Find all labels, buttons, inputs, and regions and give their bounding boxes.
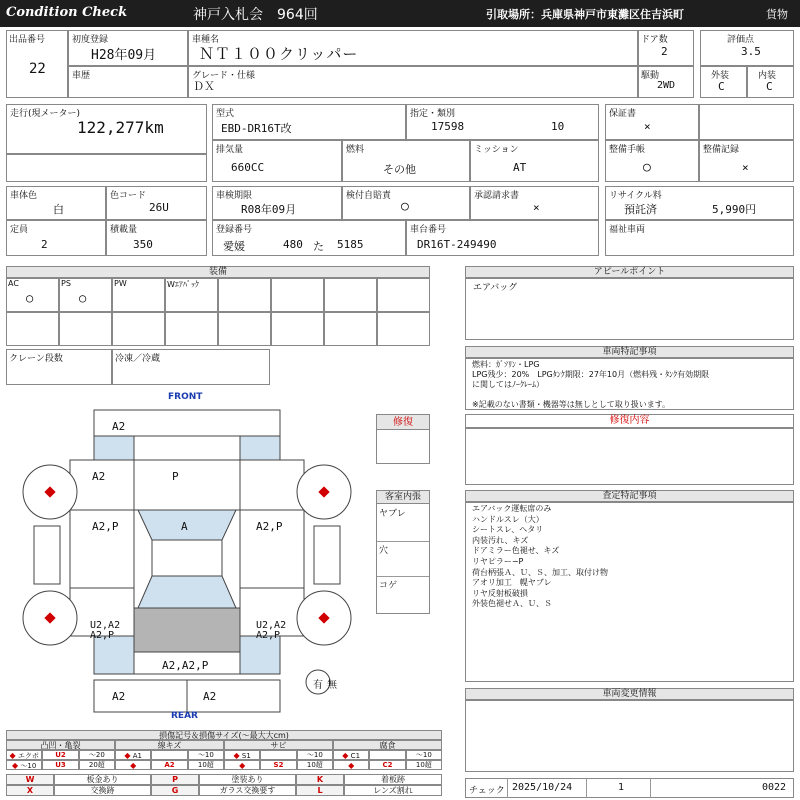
legend-cell: 10超 [406,760,442,770]
mileage-box [6,104,207,154]
inspection-label: 車検期限 [216,191,253,201]
left-mirror-panel [34,526,60,584]
legend-code: A2 [164,761,175,769]
equipment-cell [112,278,165,312]
legend-cell [333,760,369,770]
interior-value: C [766,80,773,93]
legend-key-desc: 塗装あり [199,774,296,785]
check-serial: 0022 [762,782,787,793]
rear-right-light [240,636,280,674]
recycle-box [605,186,794,220]
plate-label: 登録番号 [216,225,253,235]
score-label: 評価点 [727,35,755,45]
pickup-location: 引取場所：兵庫県神戸市東灘区住吉浜町 [486,8,684,21]
chassis-label: 車台番号 [410,225,447,235]
maint-record-value: × [742,161,749,174]
capacity-box [6,220,106,256]
rear-label: REAR [171,711,198,721]
legend-marker-icon: ◆ [12,761,19,770]
legend-group-name: 線キズ [115,740,224,750]
interior-div-2 [377,576,429,577]
equipment-cell [271,278,324,312]
legend-cell: 〜10 [297,750,333,760]
legend-key-desc: レンズ割れ [344,785,442,796]
front-bumper-damage: A2 [112,420,126,433]
drive-value: 2WD [657,80,676,91]
load-label: 積載量 [110,225,138,235]
appeal-text: エアバッグ [473,283,518,293]
manual-label: 整備手帳 [609,145,646,155]
body-color-value: 白 [53,203,64,216]
legend-marker-icon: ◆ [130,761,137,770]
left-fender-damage: A2 [92,470,106,483]
freezer-box [112,349,270,385]
left-quarter-damage: U2,A2 A2,P [90,620,121,641]
manual-box [605,140,699,182]
rear-right-damage: A2 [203,690,217,703]
equipment-cell [377,312,430,346]
legend-code: C2 [382,761,393,769]
fuel-box [342,140,470,182]
check-label: チェック [469,786,505,796]
interior-item-burn: コゲ [379,581,398,591]
bed-panel [134,608,240,652]
vehicle-category: 貨物 [766,8,788,21]
legend-group-name: 凸凹・亀裂 [6,740,115,750]
capacity-label: 定員 [10,225,29,235]
rear-left-damage: A2 [112,690,126,703]
legend-key-code: L [296,785,344,796]
windshield-damage: A [181,520,188,533]
legend-key-code: W [6,774,54,785]
approval-value: × [533,201,540,214]
equipment-cell [218,312,271,346]
brand-logo: Condition Check [6,5,128,20]
equipment-cell [271,312,324,346]
self-insp-value: ○ [401,199,409,214]
change-box [465,700,794,772]
interior-lining-title: 客室内張 [377,491,429,504]
model-value: EBD-DR16T改 [221,122,292,135]
repair-content-title: 修復内容 [609,415,650,426]
check-div-2 [586,778,587,798]
first-reg-value: H28年09月 [91,48,157,63]
model-box [212,104,406,140]
displacement-label: 排気量 [216,145,244,155]
legend-cell [115,760,151,770]
legend-cell: 10超 [297,760,333,770]
interior-lining-box [376,490,430,614]
grade-box [188,66,638,98]
rear-left-light [94,636,134,674]
inspection-box [212,186,342,220]
exterior-box [700,66,747,98]
legend-key-code: P [151,774,199,785]
legend-code: C1 [348,752,361,760]
doors-value: 2 [661,45,668,58]
name-label: 車種名 [192,35,220,45]
legend-marker-icon: ◆ [342,751,349,760]
legend-codes [6,774,442,796]
legend-key-desc: 板金あり [54,774,151,785]
welfare-box [605,220,794,256]
warranty-extra-box [699,104,794,140]
legend-cell [260,750,296,760]
interior-item-hole: 穴 [379,546,389,556]
color-code-value: 26U [149,201,169,214]
history-label: 車歴 [72,71,91,81]
right-fender [240,460,304,510]
self-insp-box [342,186,470,220]
doors-label: ドア数 [641,35,668,45]
legend-cell [151,750,187,760]
legend-cell: 10超 [188,760,224,770]
designation-box [406,104,599,140]
legend-marker-icon: ◆ [233,751,240,760]
equipment-name: PS [61,279,71,288]
front-label: FRONT [168,392,203,402]
score-value: 3.5 [741,45,761,58]
repair-content-box [465,428,794,485]
equipment-name: PW [114,279,127,288]
chassis-box [406,220,599,256]
recycle-status: 預託済 [624,203,657,216]
legend-cell [42,760,78,770]
crane-box [6,349,112,385]
equipment-cell [59,312,112,346]
legend-cell: 〜10 [188,750,224,760]
equipment-cell [165,278,218,312]
drive-label: 駆動 [641,71,660,81]
doors-box [638,30,694,66]
legend-marker-icon: ◆ [348,761,355,770]
legend-cell [42,750,78,760]
vehicle-name: ＮＴ１００クリッパー [199,45,359,63]
equipment-name: AC [8,279,19,288]
mileage-sub-box [6,154,207,182]
legend-table [6,740,442,770]
check-div-1 [507,778,508,798]
maint-record-label: 整備記録 [703,145,740,155]
warranty-box [605,104,699,140]
legend-marker-icon: ◆ [124,751,131,760]
legend-cell [115,750,151,760]
legend-code: U2 [55,751,66,759]
first-reg-label: 初度登録 [72,35,109,45]
title-bar [0,0,800,27]
legend-group-name: サビ [224,740,333,750]
tailgate-damage: A2,A2,P [162,659,209,672]
cab-roof [152,540,222,576]
first-reg-box [68,30,188,66]
assess-box [465,502,794,682]
recycle-fee: 5,990円 [712,203,757,216]
plate-area: 愛媛 [223,240,245,253]
designation-label: 指定・類別 [410,109,456,119]
classification-value: 10 [551,120,565,133]
left-fender [70,460,134,510]
equipment-cell [6,312,59,346]
legend-key-desc: 交換跡 [54,785,151,796]
left-door-damage: A2,P [92,520,119,533]
front-left-light [94,436,134,460]
legend-code: S1 [239,752,251,760]
mission-box [470,140,599,182]
lot-number: 22 [29,61,46,77]
legend-cell [224,750,260,760]
check-count: 1 [618,782,625,793]
right-quarter-damage: U2,A2 A2,P [256,620,287,641]
legend-cell: 〜20 [79,750,115,760]
interior-label: 内装 [758,71,777,81]
legend-key-desc: 着板跡 [344,774,442,785]
history-box [68,66,188,98]
plate-kana: た [313,240,324,253]
equipment-cell [324,312,377,346]
lot-box [6,30,68,98]
equipment-name: Wｴｱﾊﾞｯｸ [167,280,199,289]
special-notes: 燃料：ｶﾞｿﾘﾝ・LPG LPG残少：20% LPGﾀﾝｸ期限：27年10月（燃料残・ﾀﾝｸ有効期限 に関してはﾉｰｸﾚｰﾑ） ※記載のない書類・機器等は無しとして取り扱います。 [472,360,710,409]
right-door-damage: A2,P [256,520,283,533]
equipment-cell [377,278,430,312]
legend-cell [260,760,296,770]
exterior-label: 外装 [711,71,730,81]
warranty-label: 保証書 [609,109,637,119]
legend-code: S2 [273,761,284,769]
spare-tire-no: 無 [327,680,337,691]
check-date: 2025/10/24 [512,782,573,793]
equipment-status: ○ [26,291,34,305]
legend-marker-icon: ◆ [239,761,246,770]
plate-number: 5185 [337,238,364,251]
appeal-box [465,278,794,340]
interior-box [747,66,794,98]
color-code-box [106,186,207,220]
repair-mark-title: 修復 [377,415,429,430]
hood-panel [134,460,240,510]
freezer-label: 冷凍／冷蔵 [115,354,161,364]
appeal-header: アピールポイント [465,266,794,278]
interior-div-1 [377,541,429,542]
legend-code: A1 [130,752,142,760]
legend-cell [369,760,405,770]
color-code-label: 色コード [110,191,147,201]
mileage-value: 122,277km [77,118,164,137]
legend-key-desc: ガラス交換要す [199,785,296,796]
load-box [106,220,207,256]
mileage-label: 走行(現メーター) [10,109,81,119]
manual-value: ○ [643,160,651,175]
fuel-value: その他 [383,163,416,176]
legend-group-name: 腐食 [333,740,442,750]
equipment-grid [6,278,430,346]
equipment-cell [6,278,59,312]
damage-diagram [0,390,370,725]
legend-cell [6,760,42,770]
equipment-cell [112,312,165,346]
front-right-light [240,436,280,460]
score-box [700,30,794,66]
plate-box [212,220,406,256]
auction-name: 神戸入札会 964回 [193,7,318,23]
legend-key-code: X [6,785,54,796]
legend-cell: 20超 [79,760,115,770]
fuel-label: 燃料 [346,145,365,155]
welfare-label: 福祉車両 [609,225,646,235]
equipment-cell [324,278,377,312]
legend-cell [333,750,369,760]
check-box [465,778,794,798]
warranty-value: × [644,120,651,133]
equipment-status: ○ [79,291,87,305]
displacement-box [212,140,342,182]
legend-key-code: K [296,774,344,785]
body-color-label: 車体色 [10,191,38,201]
right-mirror-panel [314,526,340,584]
legend-marker-icon: ◆ [9,751,16,760]
approval-label: 承認請求書 [474,191,520,201]
grade-value: ＤＸ [193,80,215,93]
equipment-cell [165,312,218,346]
plate-class: 480 [283,238,303,251]
crane-label: クレーン段数 [9,354,63,364]
equipment-cell [218,278,271,312]
interior-item-tear: ヤブレ [379,509,406,519]
model-label: 型式 [216,109,235,119]
drive-box [638,66,694,98]
legend-header: 損傷記号＆損傷サイズ(〜最大大cm) [6,730,442,740]
name-box [188,30,638,66]
check-div-3 [650,778,651,798]
capacity-value: 2 [41,238,48,251]
recycle-label: リサイクル料 [609,191,662,201]
repair-mark-box [376,414,430,464]
displacement-value: 660CC [231,161,265,174]
load-value: 350 [133,238,153,251]
special-header: 車両特記事項 [465,346,794,358]
rear-glass [138,576,236,608]
legend-cell [369,750,405,760]
legend-code: エクボ [15,752,39,760]
self-insp-label: 検付自賠責 [346,191,392,201]
equipment-header: 装備 [6,266,430,278]
legend-key-code: G [151,785,199,796]
body-color-box [6,186,106,220]
hood-damage: P [172,470,179,483]
repair-content-header [465,414,794,428]
lot-label: 出品番号 [9,35,46,45]
equipment-cell [59,278,112,312]
inspection-value: R08年09月 [241,203,297,216]
assess-header: 査定特記事項 [465,490,794,502]
mission-label: ミッション [474,145,519,155]
approval-box [470,186,599,220]
legend-code: U3 [55,761,66,769]
change-header: 車両変更情報 [465,688,794,700]
legend-cell [151,760,187,770]
mission-value: AT [513,161,527,174]
exterior-value: C [718,80,725,93]
grade-label: グレード・仕様 [192,71,256,81]
legend-cell: 〜10 [406,750,442,760]
assess-notes: エアバック運転席のみ ハンドルスレ（大） シートスレ、ヘタリ 内装汚れ、キズ ドアミラー色褪せ、キズ リヤピラー−P 荷台柄張Ａ、Ｕ、Ｓ、加工、取付け物 アオリ加工 幌ヤブレ リヤ反射板破損 外装色褪せＡ、Ｕ、Ｓ [472,504,608,609]
legend-cell [6,750,42,760]
maint-record-box [699,140,794,182]
legend-size: 〜10 [18,762,37,770]
chassis-value: DR16T-249490 [417,238,497,251]
spare-tire-yes: 有 [313,680,323,691]
special-box [465,358,794,410]
legend-cell [224,760,260,770]
designation-value: 17598 [431,120,465,133]
